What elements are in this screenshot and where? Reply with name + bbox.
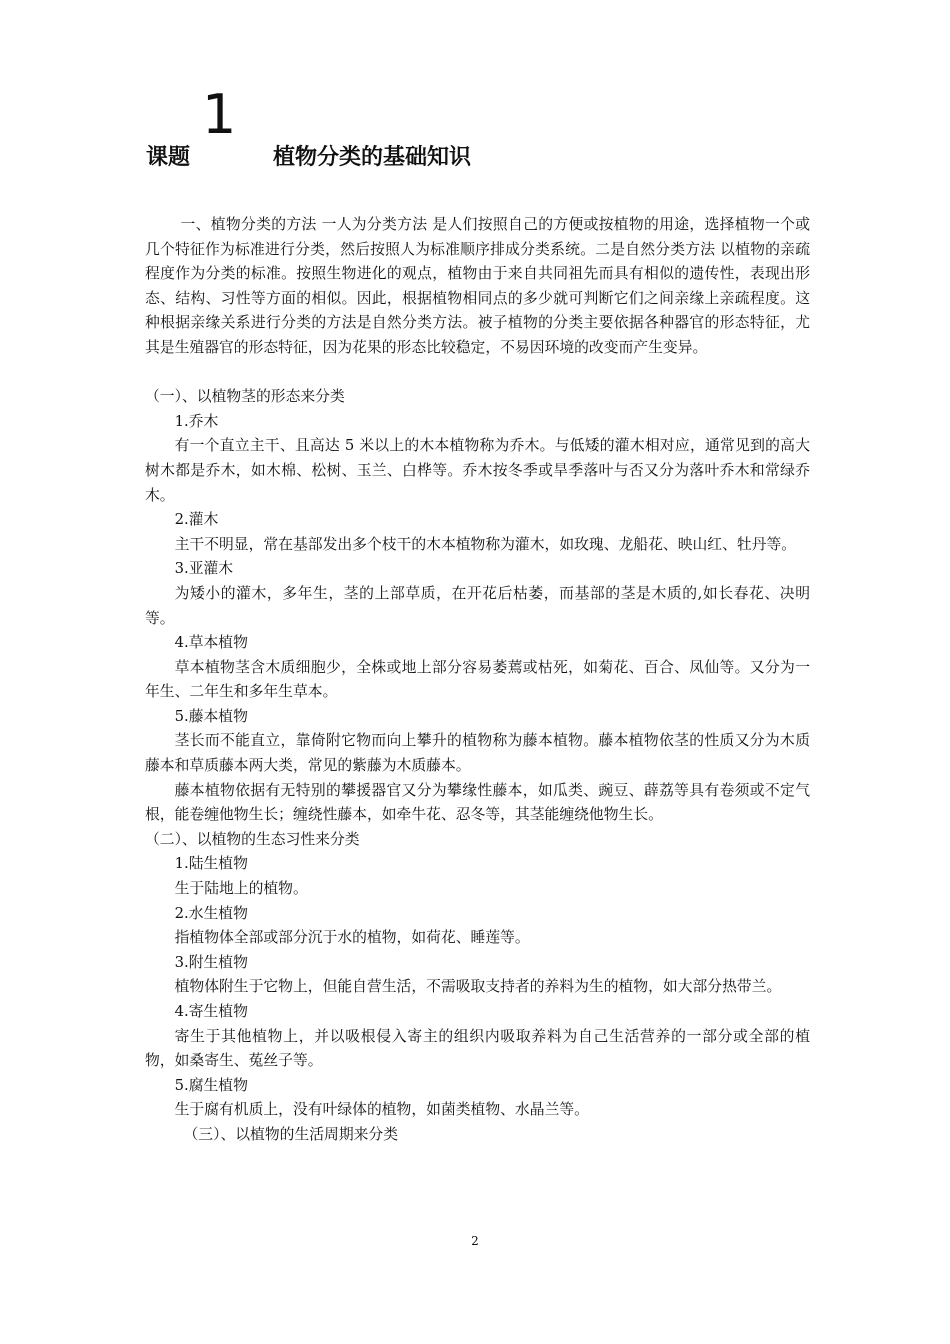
page-title: 植物分类的基础知识 [273, 145, 472, 170]
item-desc-subshrub: 为矮小的灌木，多年生，茎的上部草质，在开花后枯萎，而基部的茎是木质的,如长春花、决明等。 [145, 584, 810, 627]
item-title-parasite: 4.寄生植物 [174, 1003, 248, 1020]
item-desc-vine-2: 藤本植物依据有无特别的攀援器官又分为攀缘性藤本，如瓜类、豌豆、薜荔等具有卷须或不定气根，能卷缠他物生长；缠绕性藤本，如牵牛花、忍冬等，其茎能缠绕他物生长。 [145, 781, 810, 824]
item-title-aquatic: 2.水生植物 [174, 904, 248, 922]
intro-paragraph: 一、植物分类的方法 一人为分类方法 是人们按照自己的方便或按植物的用途，选择植物一个或几个特征作为标准进行分类，然后按照人为标准顺序排成分类系统。二是自然分类方法 以植物的亲疏程度作为分类的标准。按照生物进化的观点，植物由于来自共同祖先而具有相似的遗传性，表现出形态、结构、习性等方面的相似。因此，根据植物相同点的多少就可判断它们之间亲缘上亲疏程度。这种根据亲缘关系进行分类的方法是自然分类方法。被子植物的分类主要依据各种器官的形态特征，尤其是生殖器官的形态特征，因为花果的形态比较稳定，不易因环境的改变而产生变异。 [145, 216, 810, 356]
lesson-number: 1 [202, 83, 237, 146]
item-desc-terrestrial: 生于陆地上的植物。 [174, 880, 308, 898]
item-desc-epiphyte: 植物体附生于它物上，但能自营生活，不需吸取支持者的养料为生的植物，如大部分热带兰。 [174, 978, 782, 996]
item-title-shrub: 2.灌木 [174, 511, 219, 529]
item-title-epiphyte: 3.附生植物 [174, 953, 248, 971]
paragraph-gap [145, 361, 810, 386]
item-title-terrestrial: 1.陆生植物 [174, 855, 248, 873]
section-heading-lifecycle: （三）、以植物的生活周期来分类 [183, 1125, 399, 1143]
item-title-herb: 4.草本植物 [174, 634, 248, 652]
item-desc-shrub: 主干不明显，常在基部发出多个枝干的木本植物称为灌木，如玫瑰、龙船花、映山红、牡丹等。 [174, 535, 797, 553]
item-desc-parasite: 寄生于其他植物上，并以吸根侵入寄主的组织内吸取养料为自己生活营养的一部分或全部的植物，如桑寄生、菟丝子等。 [145, 1027, 810, 1070]
item-desc-tree: 有一个直立主干、且高达 5 米以上的木本植物称为乔木。与低矮的灌木相对应，通常见到的高大树木都是乔木，如木棉、松树、玉兰、白桦等。乔木按冬季或旱季落叶与否又分为落叶乔木和常绿乔木。 [145, 437, 810, 504]
item-desc-herb: 草本植物茎含木质细胞少，全株或地上部分容易萎蔫或枯死，如菊花、百合、凤仙等。又分为一年生、二年生和多年生草本。 [145, 658, 810, 701]
section-heading-stem: （一）、以植物茎的形态来分类 [145, 388, 345, 406]
item-title-tree: 1.乔木 [174, 412, 219, 430]
item-title-vine: 5.藤本植物 [174, 707, 248, 725]
item-desc-vine: 茎长而不能直立，靠倚附它物而向上攀升的植物称为藤本植物。藤本植物依茎的性质又分为木质藤本和草质藤本两大类，常见的紫藤为木质藤本。 [145, 732, 810, 775]
item-desc-saprophyte: 生于腐有机质上，没有叶绿体的植物，如菌类植物、水晶兰等。 [174, 1101, 589, 1119]
document-body [145, 213, 810, 1148]
item-title-subshrub: 3.亚灌木 [174, 560, 234, 578]
page-number: 2 [471, 1234, 479, 1248]
item-desc-aquatic: 指植物体全部或部分沉于水的植物，如荷花、睡莲等。 [174, 929, 530, 947]
section-heading-ecology: （二）、以植物的生态习性来分类 [145, 830, 360, 848]
lesson-label: 课题 [146, 145, 191, 170]
item-title-saprophyte: 5.腐生植物 [174, 1076, 248, 1094]
